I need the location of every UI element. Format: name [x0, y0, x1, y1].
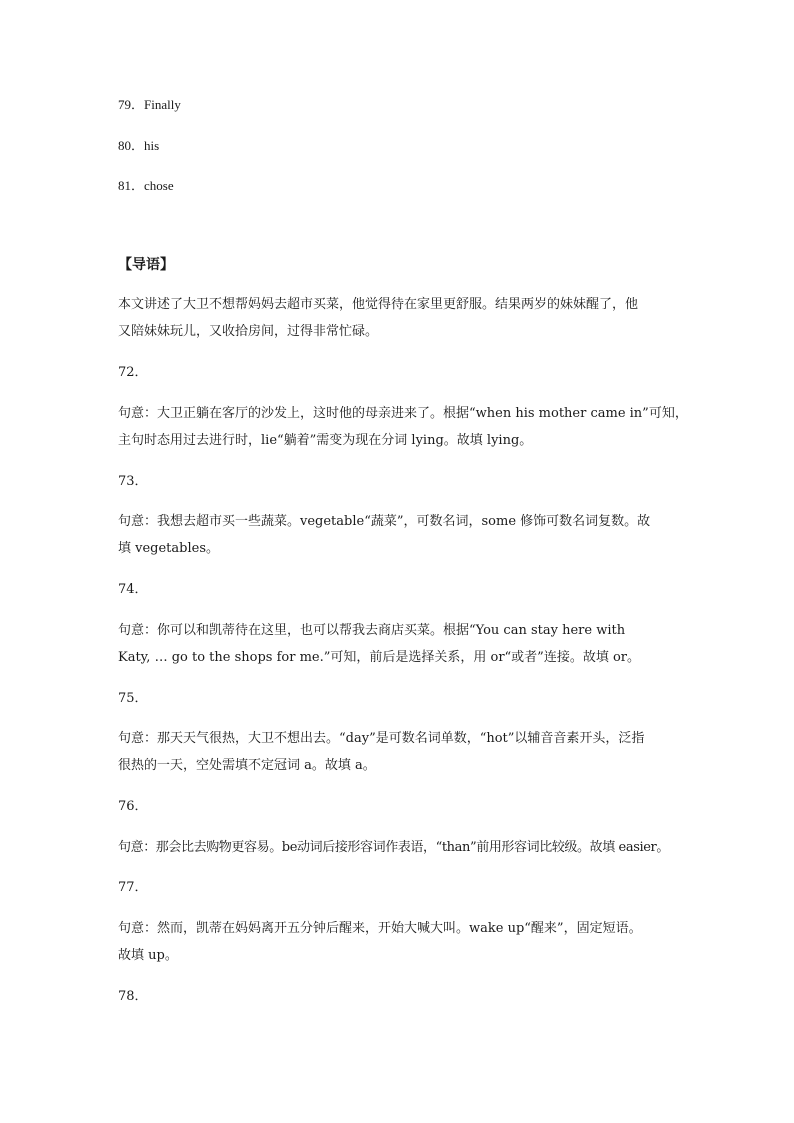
answer-text: Finally	[144, 97, 181, 112]
item-number-72: 72．	[118, 365, 148, 380]
answer-81	[118, 177, 174, 195]
answer-80	[118, 137, 159, 155]
item-72-line: 句意：大卫正躺在客厅的沙发上，这时他的母亲进来了。根据“when his mother came in”可知，	[118, 406, 688, 421]
item-number-74: 74．	[118, 582, 148, 597]
item-76-line: 句意：那会比去购物更容易。be动词后接形容词作表语，“than”前用形容词比较级。故填 easier。	[118, 840, 669, 855]
answer-number: 79．	[118, 97, 145, 112]
item-77-line: 句意：然而，凯蒂在妈妈离开五分钟后醒来，开始大喊大叫。wake up“醒来”，固定短语。	[118, 921, 642, 936]
guide-line: 本文讲述了大卫不想帮妈妈去超市买菜，他觉得待在家里更舒服。结果两岁的妹妹醒了，他	[118, 297, 639, 312]
answer-text: his	[144, 138, 160, 153]
item-74-line: Katy, … go to the shops for me.”可知，前后是选择关系，用 or“或者”连接。故填 or。	[118, 650, 641, 665]
item-72-line: 主句时态用过去进行时，lie“躺着”需变为现在分词 lying。故填 lying。	[118, 433, 533, 448]
item-74-line: 句意：你可以和凯蒂待在这里，也可以帮我去商店买菜。根据“You can stay here with	[118, 623, 626, 638]
answer-number: 81．	[118, 178, 145, 193]
item-73-line: 填 vegetables。	[118, 541, 220, 556]
item-75-line: 很热的一天，空处需填不定冠词 a。故填 a。	[118, 758, 376, 773]
item-number-77: 77．	[118, 880, 148, 895]
guide-line: 又陪妹妹玩儿，又收拾房间，过得非常忙碌。	[118, 324, 379, 339]
answer-number: 80．	[118, 138, 145, 153]
item-number-76: 76．	[118, 799, 148, 814]
answer-text: chose	[144, 178, 174, 193]
item-73-line: 句意：我想去超市买一些蔬菜。vegetable“蔬菜”，可数名词，some 修饰可数名词复数。故	[118, 514, 651, 529]
item-75-line: 句意：那天天气很热，大卫不想出去。“day”是可数名词单数，“hot”以辅音音素开头，泛指	[118, 731, 645, 746]
guide-heading: 【导语】	[118, 257, 174, 273]
item-77-line: 故填 up。	[118, 948, 178, 963]
item-number-73: 73．	[118, 474, 148, 489]
item-number-75: 75．	[118, 691, 148, 706]
item-number-78: 78．	[118, 989, 148, 1004]
answer-79	[118, 96, 181, 114]
